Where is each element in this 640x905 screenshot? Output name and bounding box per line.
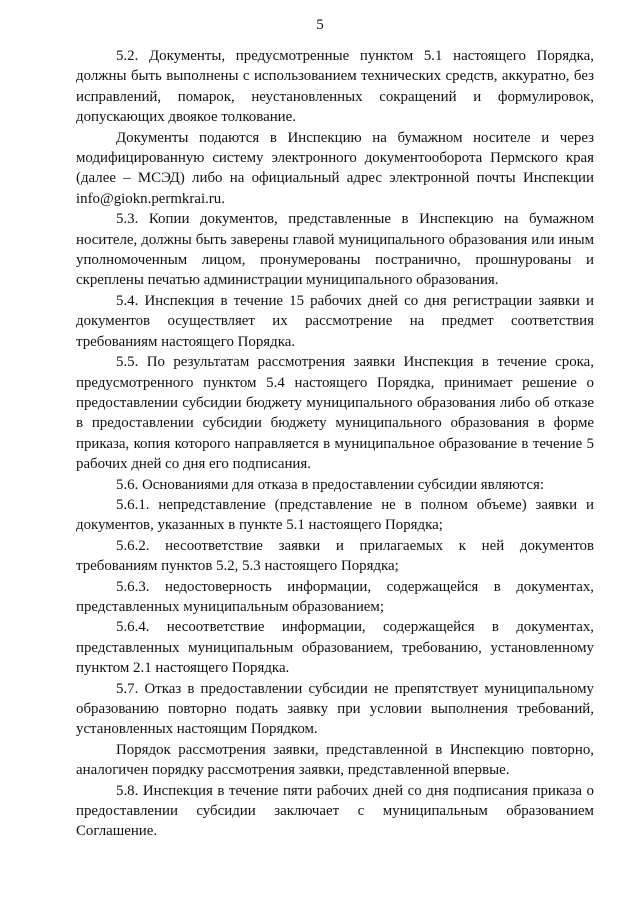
paragraph-5-6-3: 5.6.3. недостоверность информации, содержащейся в документах, представленных муниципальным образованием;	[76, 578, 594, 615]
paragraph-5-3: 5.3. Копии документов, представленные в Инспекцию на бумажном носителе, должны быть заверены главой муниципального образования или иным уполномоченным лицом, пронумерованы постранично, прошнурованы и скреплены печатью администрации муниципального образования.	[76, 211, 594, 289]
paragraph-5-6-2: 5.6.2. несоответствие заявки и прилагаемых к ней документов требованиям пунктов 5.2, 5.3 настоящего Порядка;	[76, 537, 594, 575]
paragraph-5-6-4: 5.6.4. несоответствие информации, содержащейся в документах, представленных муниципальным образованием, требованию, установленному пунктом 2.1 настоящего Порядка.	[76, 619, 594, 677]
paragraph-5-8: 5.8. Инспекция в течение пяти рабочих дней со дня подписания приказа о предоставлении субсидии заключает с муниципальным образованием Соглашение.	[76, 782, 594, 840]
document-body	[76, 46, 594, 842]
paragraph-submission: Документы подаются в Инспекцию на бумажном носителе и через модифицированную систему электронного документооборота Пермского края (далее – МСЭД) либо на официальный адрес электронной почты Инспекции info@giokn.permkrai.ru.	[76, 129, 594, 207]
paragraph-5-7: 5.7. Отказ в предоставлении субсидии не препятствует муниципальному образованию повторно подать заявку при условии выполнения требований, установленных настоящим Порядком.	[76, 680, 594, 738]
paragraph-5-5: 5.5. По результатам рассмотрения заявки Инспекция в течение срока, предусмотренного пунктом 5.4 настоящего Порядка, принимает решение о предоставлении субсидии бюджету муниципального образования либо об отказе в предоставлении субсидии бюджету муниципального образования в форме приказа, копия которого направляется в муниципальное образование в течение 5 рабочих дней со дня его подписания.	[76, 354, 594, 473]
paragraph-resubmission: Порядок рассмотрения заявки, представленной в Инспекцию повторно, аналогичен порядку рассмотрения заявки, представленной впервые.	[76, 741, 594, 779]
page-number: 5	[316, 17, 324, 33]
paragraph-5-4: 5.4. Инспекция в течение 15 рабочих дней со дня регистрации заявки и документов осуществляет их рассмотрение на предмет соответствия требованиям настоящего Порядка.	[76, 292, 594, 350]
paragraph-5-6: 5.6. Основаниями для отказа в предоставлении субсидии являются:	[116, 476, 544, 493]
paragraph-5-6-1: 5.6.1. непредставление (представление не в полном объеме) заявки и документов, указанных в пункте 5.1 настоящего Порядка;	[76, 496, 594, 534]
paragraph-5-2: 5.2. Документы, предусмотренные пунктом 5.1 настоящего Порядка, должны быть выполнены с использованием технических средств, аккуратно, без исправлений, помарок, неустановленных сокращений и формулировок, допускающих двоякое толкование.	[76, 48, 594, 126]
